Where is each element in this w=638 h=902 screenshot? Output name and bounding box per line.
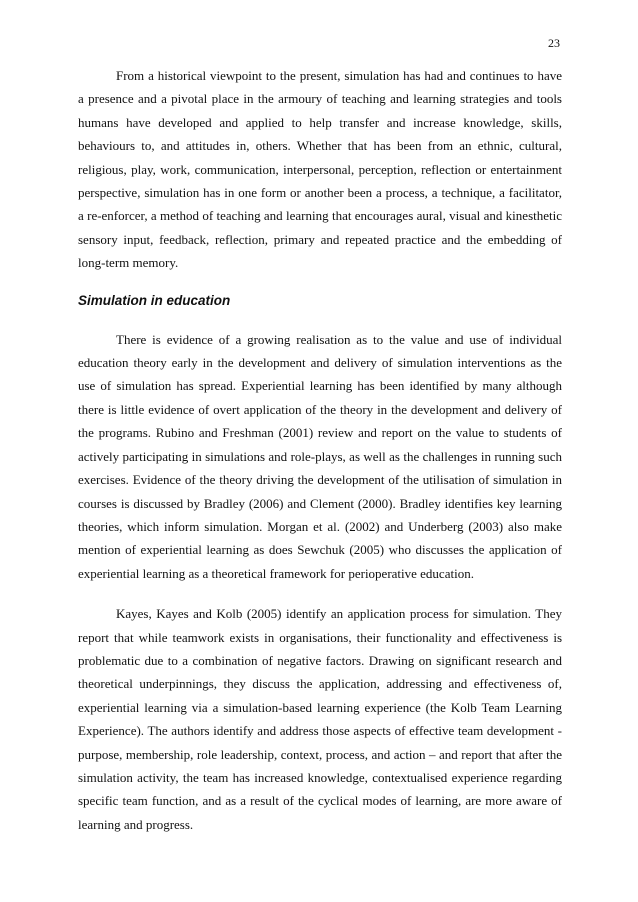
paragraph-kayes-kolb: Kayes, Kayes and Kolb (2005) identify an application process for simulation. They report that while teamwork exists in organisations, their functionality and effectiveness is problematic due to a combination of negative factors. Drawing on significant research and theoretical underpinnings, they discuss the application, addressing and effectiveness of, experiential learning via a simulation-based learning experience (the Kolb Team Learning Experience). The authors identify and address those aspects of effective team development - purpose, membership, role leadership, context, process, and action – and report that after the simulation activity, the team has increased knowledge, contextualised experience regarding specific team function, and as a result of the cyclical modes of learning, are more aware of learning and progress. [78, 606, 562, 832]
section-heading: Simulation in education [78, 292, 231, 308]
page-number: 23 [548, 36, 560, 50]
spacer [78, 311, 562, 328]
spacer [78, 275, 562, 291]
page-body [78, 64, 562, 836]
paragraph-historical-viewpoint: From a historical viewpoint to the present, simulation has had and continues to have a presence and a pivotal place in the armoury of teaching and learning strategies and tools humans have developed and applied to help transfer and increase knowledge, skills, behaviours to, and attitudes in, others. Whether that has been from an ethnic, cultural, religious, play, work, communication, interpersonal, perception, reflection or entertainment perspective, simulation has in one form or another been a process, a technique, a facilitator, a re-enforcer, a method of teaching and learning that encourages aural, visual and kinesthetic sensory input, feedback, reflection, primary and repeated practice and the embedding of long-term memory. [78, 68, 562, 271]
spacer [78, 585, 562, 602]
paragraph-education-theory-evidence: There is evidence of a growing realisation as to the value and use of individual education theory early in the development and delivery of simulation interventions as the use of simulation has spread. Experiential learning has been identified by many although there is little evidence of overt application of the theory in the development and delivery of the programs. Rubino and Freshman (2001) review and report on the value to students of actively participating in simulations and role-plays, as well as the challenges in running such exercises. Evidence of the theory driving the development of the utilisation of simulation in courses is discussed by Bradley (2006) and Clement (2000). Bradley identifies key learning theories, which inform simulation. Morgan et al. (2002) and Underberg (2003) also make mention of experiential learning as does Sewchuk (2005) who discusses the application of experiential learning as a theoretical framework for perioperative education. [78, 331, 562, 581]
